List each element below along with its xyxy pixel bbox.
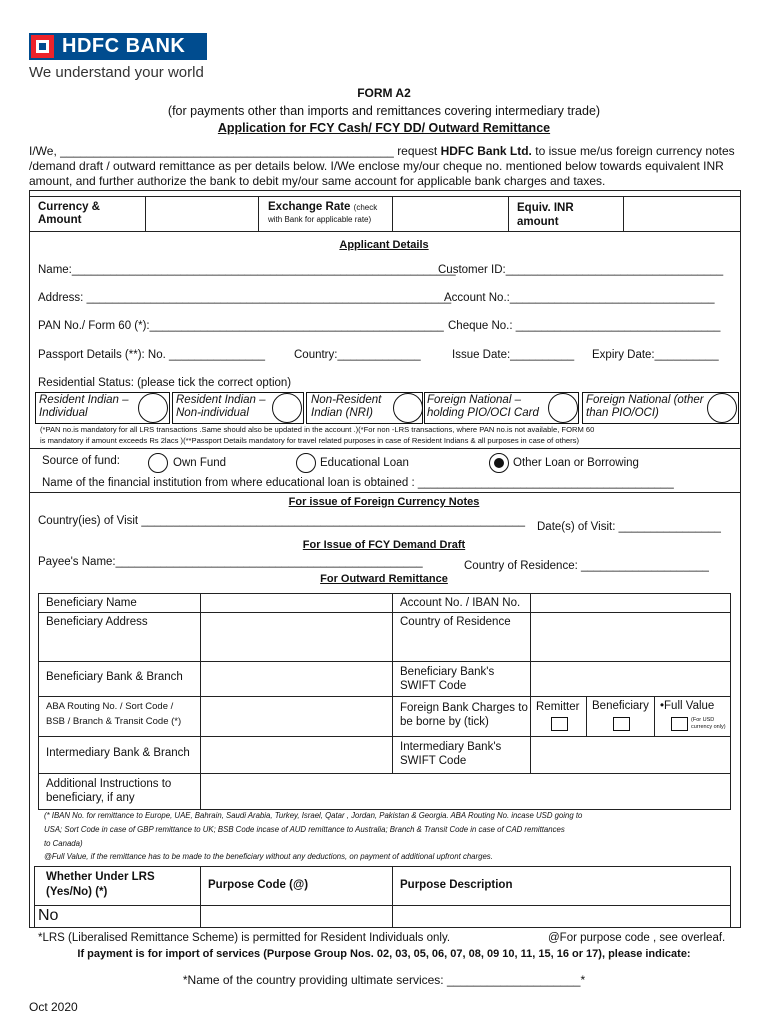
- issue-date-field[interactable]: Issue Date:__________: [452, 349, 575, 361]
- bank-branch-input[interactable]: [201, 662, 391, 695]
- full-value-label: •Full Value: [660, 700, 715, 712]
- payee-name-field[interactable]: Payee's Name:________________________________________________: [38, 556, 423, 568]
- beneficiary-checkbox[interactable]: [613, 717, 630, 731]
- educational-loan-label: Educational Loan: [320, 457, 409, 469]
- form-subtitle: (for payments other than imports and remittances covering intermediary trade): [167, 104, 601, 118]
- status-label: Resident Indian – Non-individual: [176, 394, 266, 419]
- account-iban-input[interactable]: [531, 594, 730, 611]
- intro-line-3: amount, and further authorize the bank to debit my/our same account for applicable bank charges and taxes.: [29, 174, 606, 188]
- exchange-rate-note: with Bank for applicable rate): [268, 215, 372, 224]
- status-checkbox[interactable]: [272, 393, 302, 423]
- status-checkbox[interactable]: [138, 393, 168, 423]
- full-value-note-2: currency only): [691, 724, 726, 730]
- remittance-note-3: to Canada): [44, 839, 83, 848]
- purpose-desc-input[interactable]: [393, 906, 730, 927]
- swift-input[interactable]: [531, 662, 730, 695]
- bank-tagline: We understand your world: [29, 64, 204, 81]
- country-residence-input[interactable]: [531, 613, 730, 660]
- beneficiary-name-input[interactable]: [201, 594, 391, 611]
- status-label: Foreign National (other than PIO/OCI): [586, 394, 704, 419]
- pan-note-2: is mandatory if amount exceeds Rs 2lacs )(**Passport Details mandatory for travel related purposes in case of Resident Indians & all purposes in case of others): [40, 436, 579, 445]
- intermediary-bank-label: Intermediary Bank & Branch: [46, 747, 190, 759]
- beneficiary-address-input[interactable]: [201, 613, 391, 660]
- additional-instructions-input[interactable]: [201, 774, 730, 809]
- status-checkbox[interactable]: [393, 393, 423, 423]
- routing-label-2: BSB / Branch & Transit Code (*): [46, 716, 182, 727]
- intro-issue: to issue me/us foreign currency notes: [535, 144, 735, 158]
- currency-amount-input[interactable]: [146, 197, 257, 231]
- account-no-field[interactable]: Account No.:________________________________: [444, 292, 715, 304]
- account-iban-label: Account No. / IBAN No.: [400, 597, 521, 609]
- bank-logo: [29, 33, 207, 60]
- beneficiary-name-label: Beneficiary Name: [46, 597, 137, 609]
- equiv-inr-input[interactable]: [624, 197, 740, 231]
- remitter-checkbox[interactable]: [551, 717, 568, 731]
- pan-field[interactable]: PAN No./ Form 60 (*):______________________________________________: [38, 320, 444, 332]
- intermediary-bank-input[interactable]: [201, 737, 391, 772]
- source-fund-label: Source of fund:: [42, 455, 120, 467]
- customer-id-field[interactable]: Customer ID:__________________________________: [438, 264, 724, 276]
- intermediary-swift-label: Intermediary Bank's SWIFT Code: [400, 741, 502, 767]
- beneficiary-address-label: Beneficiary Address: [46, 616, 148, 628]
- country-services-field[interactable]: *Name of the country providing ultimate services: ____________________*: [182, 973, 586, 987]
- status-label: Resident Indian – Individual: [39, 394, 129, 419]
- passport-country-field[interactable]: Country:_____________: [294, 349, 421, 361]
- full-value-note-1: (For USD: [691, 717, 715, 723]
- country-residence-label: Country of Residence: [400, 616, 511, 628]
- purpose-note: @For purpose code , see overleaf.: [548, 932, 726, 944]
- logo-mark-icon: [31, 35, 54, 58]
- status-label: Non-Resident Indian (NRI): [311, 394, 382, 419]
- remitter-label: Remitter: [536, 701, 580, 713]
- address-field[interactable]: Address: _________________________________________________________: [38, 292, 452, 304]
- routing-input[interactable]: [201, 697, 391, 735]
- outward-remittance-heading: For Outward Remittance: [320, 573, 448, 585]
- currency-amount-label: Currency & Amount: [38, 201, 100, 226]
- form-date: Oct 2020: [29, 1000, 78, 1014]
- purpose-desc-label: Purpose Description: [400, 879, 513, 891]
- application-title: Application for FCY Cash/ FCY DD/ Outward Remittance: [217, 121, 551, 135]
- other-loan-radio[interactable]: [489, 453, 509, 473]
- exchange-rate-label: Exchange Rate (check: [268, 201, 378, 213]
- import-note: If payment is for import of services (Purpose Group Nos. 02, 03, 05, 06, 07, 08, 09 10, 11, 15, 16 or 17), please indicate:: [77, 948, 691, 960]
- purpose-code-input[interactable]: [201, 906, 391, 927]
- intro-iwe: I/We,: [29, 144, 57, 158]
- status-checkbox[interactable]: [707, 393, 737, 423]
- residential-status-label: Residential Status: (please tick the correct option): [38, 377, 292, 389]
- whether-lrs-label: Whether Under LRS (Yes/No) (*): [46, 871, 155, 898]
- intro-line-2: /demand draft / outward remittance as per details below. I/We enclose my/our cheque no. mentioned below towards equivalent INR: [29, 159, 724, 173]
- intro-request: request: [397, 144, 438, 158]
- lrs-value[interactable]: No: [38, 907, 59, 924]
- remittance-note-4: @Full Value, if the remittance has to be made to the beneficiary without any deductions, on payment of additional upfront charges.: [44, 852, 493, 861]
- status-checkbox[interactable]: [548, 393, 578, 423]
- other-loan-label: Other Loan or Borrowing: [513, 457, 639, 469]
- intermediary-swift-input[interactable]: [531, 737, 730, 772]
- name-field[interactable]: Name:____________________________________________________________: [38, 264, 456, 276]
- swift-label: Beneficiary Bank's SWIFT Code: [400, 666, 495, 692]
- exchange-rate-input[interactable]: [393, 197, 507, 231]
- applicant-heading: Applicant Details: [339, 239, 429, 251]
- additional-instructions-label: Additional Instructions to beneficiary, if any: [46, 778, 172, 804]
- charges-label: Foreign Bank Charges to be borne by (tick): [400, 702, 528, 728]
- status-label: Foreign National – holding PIO/OCI Card: [427, 394, 539, 419]
- own-fund-radio[interactable]: [148, 453, 168, 473]
- institution-field[interactable]: Name of the financial institution from where educational loan is obtained : ________________________________________: [42, 477, 674, 489]
- country-residence-field[interactable]: Country of Residence: ____________________: [464, 560, 709, 572]
- purpose-code-label: Purpose Code (@): [208, 879, 309, 891]
- cheque-no-field[interactable]: Cheque No.: ________________________________: [448, 320, 721, 332]
- bank-branch-label: Beneficiary Bank & Branch: [46, 671, 183, 683]
- radio-selected-dot: [494, 458, 504, 468]
- country-visit-field[interactable]: Country(ies) of Visit ____________________________________________________________: [38, 515, 526, 527]
- fcy-notes-heading: For issue of Foreign Currency Notes: [288, 496, 480, 508]
- expiry-date-field[interactable]: Expiry Date:__________: [592, 349, 719, 361]
- educational-loan-radio[interactable]: [296, 453, 316, 473]
- passport-no-field[interactable]: Passport Details (**): No. _______________: [38, 349, 265, 361]
- lrs-note: *LRS (Liberalised Remittance Scheme) is permitted for Resident Individuals only.: [38, 932, 451, 944]
- date-visit-field[interactable]: Date(s) of Visit: ________________: [537, 521, 721, 533]
- intro-bank: HDFC Bank Ltd.: [440, 144, 532, 158]
- form-title: FORM A2: [357, 86, 411, 100]
- beneficiary-charge-label: Beneficiary: [592, 700, 649, 712]
- fcy-dd-heading: For Issue of FCY Demand Draft: [302, 539, 466, 551]
- routing-label-1: ABA Routing No. / Sort Code /: [46, 701, 174, 712]
- full-value-checkbox[interactable]: [671, 717, 688, 731]
- bank-name: HDFC BANK: [62, 35, 186, 57]
- remittance-note-1: (* IBAN No. for remittance to Europe, UAE, Bahrain, Saudi Arabia, Turkey, Israel, Qatar , Jordan, Pakistan & Georgia. ABA Routing No. incase USD going to: [44, 811, 583, 820]
- equiv-inr-label: Equiv. INR amount: [517, 202, 574, 228]
- pan-note-1: (*PAN no.is mandatory for all LRS transactions .Same should also be updated in the account .)(*For non -LRS transactions, where PAN no.is not available, FORM 60: [40, 425, 595, 434]
- own-fund-label: Own Fund: [173, 457, 227, 469]
- remittance-note-2: USA; Sort Code in case of GBP remittance to UK; BSB Code incase of AUD remittance to Australia; Branch & Transit Code in case of CAD remittances: [44, 825, 565, 834]
- intro-line-1: I/We, __________________________________________________ request HDFC Bank Ltd. to issue me/us foreign currency notes: [29, 144, 735, 158]
